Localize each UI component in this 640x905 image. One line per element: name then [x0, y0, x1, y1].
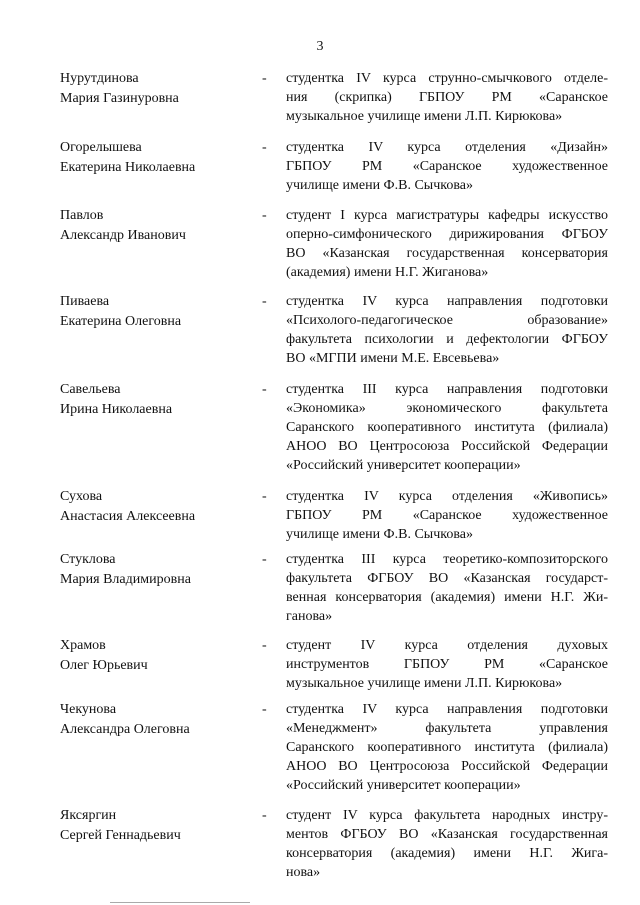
given-names: Олег Юрьевич	[60, 658, 148, 673]
description-line: музыкальное училище имени Л.П. Кирюкова»	[286, 109, 563, 124]
description-line: Саранского кооперативного института (филиала)	[286, 740, 608, 755]
description-line: факультета ФГБОУ ВО «Казанская государст-	[286, 571, 608, 586]
person-name	[60, 69, 250, 109]
dash: -	[262, 382, 267, 397]
person-name	[60, 206, 250, 246]
description-line: студент I курса магистратуры кафедры искусство	[286, 208, 608, 223]
description-line: АНОО ВО Центросоюза Российской Федерации	[286, 759, 608, 774]
given-names: Екатерина Николаевна	[60, 160, 196, 175]
surname: Стуклова	[60, 552, 116, 567]
dash: -	[262, 71, 267, 86]
description	[286, 550, 608, 626]
dash: -	[262, 208, 267, 223]
description-line: оперно-симфонического дирижирования ФГБОУ	[286, 227, 608, 242]
dash: -	[262, 294, 267, 309]
description-line: «Менеджмент» факультета управления	[286, 721, 608, 736]
dash: -	[262, 638, 267, 653]
surname: Павлов	[60, 208, 104, 223]
description-line: студентка IV курса направления подготовки	[286, 294, 608, 309]
surname: Яксяргин	[60, 808, 117, 823]
given-names: Мария Газинуровна	[60, 91, 179, 106]
description-line: студентка IV курса отделения «Дизайн»	[286, 140, 608, 155]
description-line: «Российский университет кооперации»	[286, 778, 521, 793]
page-number: 3	[316, 39, 324, 54]
description	[286, 206, 608, 282]
description-line: консерватория (академия) имени Н.Г. Жига-	[286, 846, 608, 861]
description-line: училище имени Ф.В. Сычкова»	[286, 527, 473, 542]
description-line: ГБПОУ РМ «Саранское художественное	[286, 159, 608, 174]
description-line: «Экономика» экономического факультета	[286, 401, 608, 416]
description-line: ментов ФГБОУ ВО «Казанская государственная	[286, 827, 608, 842]
description-line: студентка III курса направления подготовки	[286, 382, 608, 397]
person-name	[60, 550, 250, 590]
description-line: студент IV курса отделения духовых	[286, 638, 608, 653]
given-names: Анастасия Алексеевна	[60, 509, 196, 524]
surname: Пиваева	[60, 294, 110, 309]
given-names: Екатерина Олеговна	[60, 314, 182, 329]
description-line: Саранского кооперативного института (филиала)	[286, 420, 608, 435]
description-line: училище имени Ф.В. Сычкова»	[286, 178, 473, 193]
description-line: ГБПОУ РМ «Саранское художественное	[286, 508, 608, 523]
scan-artifact	[110, 902, 250, 903]
description	[286, 700, 608, 795]
description-line: студентка III курса теоретико-композиторского	[286, 552, 608, 567]
description-line: студент IV курса факультета народных инстру-	[286, 808, 608, 823]
description-line: «Психолого-педагогическое образование»	[286, 313, 608, 328]
description-line: факультета психологии и дефектологии ФГБОУ	[286, 332, 608, 347]
given-names: Сергей Геннадьевич	[60, 828, 181, 843]
surname: Чекунова	[60, 702, 117, 717]
description-line: ганова»	[286, 609, 333, 624]
description-line: ВО «Казанская государственная консерватория	[286, 246, 608, 261]
person-name	[60, 487, 250, 527]
description-line: АНОО ВО Центросоюза Российской Федерации	[286, 439, 608, 454]
description-line: музыкальное училище имени Л.П. Кирюкова»	[286, 676, 563, 691]
surname: Нурутдинова	[60, 71, 139, 86]
description-line: студентка IV курса направления подготовки	[286, 702, 608, 717]
description-line: ВО «МГПИ имени М.Е. Евсевьева»	[286, 351, 500, 366]
given-names: Мария Владимировна	[60, 572, 191, 587]
description	[286, 292, 608, 368]
dash: -	[262, 702, 267, 717]
surname: Савельева	[60, 382, 121, 397]
given-names: Александр Иванович	[60, 228, 186, 243]
given-names: Ирина Николаевна	[60, 402, 173, 417]
dash: -	[262, 140, 267, 155]
description-line: «Российский университет кооперации»	[286, 458, 521, 473]
description	[286, 806, 608, 882]
description-line: студентка IV курса отделения «Живопись»	[286, 489, 608, 504]
person-name	[60, 636, 250, 676]
description-line: студентка IV курса струнно-смычкового отделе-	[286, 71, 608, 86]
surname: Храмов	[60, 638, 106, 653]
person-name	[60, 292, 250, 332]
description	[286, 380, 608, 475]
description	[286, 487, 608, 544]
description-line: нова»	[286, 865, 321, 880]
description	[286, 69, 608, 126]
dash: -	[262, 808, 267, 823]
surname: Сухова	[60, 489, 103, 504]
description-line: (академия) имени Н.Г. Жиганова»	[286, 265, 489, 280]
description-line: ния (скрипка) ГБПОУ РМ «Саранское	[286, 90, 608, 105]
given-names: Александра Олеговна	[60, 722, 190, 737]
surname: Огорелышева	[60, 140, 142, 155]
person-name	[60, 380, 250, 420]
person-name	[60, 700, 250, 740]
description	[286, 138, 608, 195]
dash: -	[262, 489, 267, 504]
description	[286, 636, 608, 693]
dash: -	[262, 552, 267, 567]
person-name	[60, 806, 250, 846]
description-line: инструментов ГБПОУ РМ «Саранское	[286, 657, 608, 672]
person-name	[60, 138, 250, 178]
description-line: венная консерватория (академия) имени Н.Г. Жи-	[286, 590, 608, 605]
